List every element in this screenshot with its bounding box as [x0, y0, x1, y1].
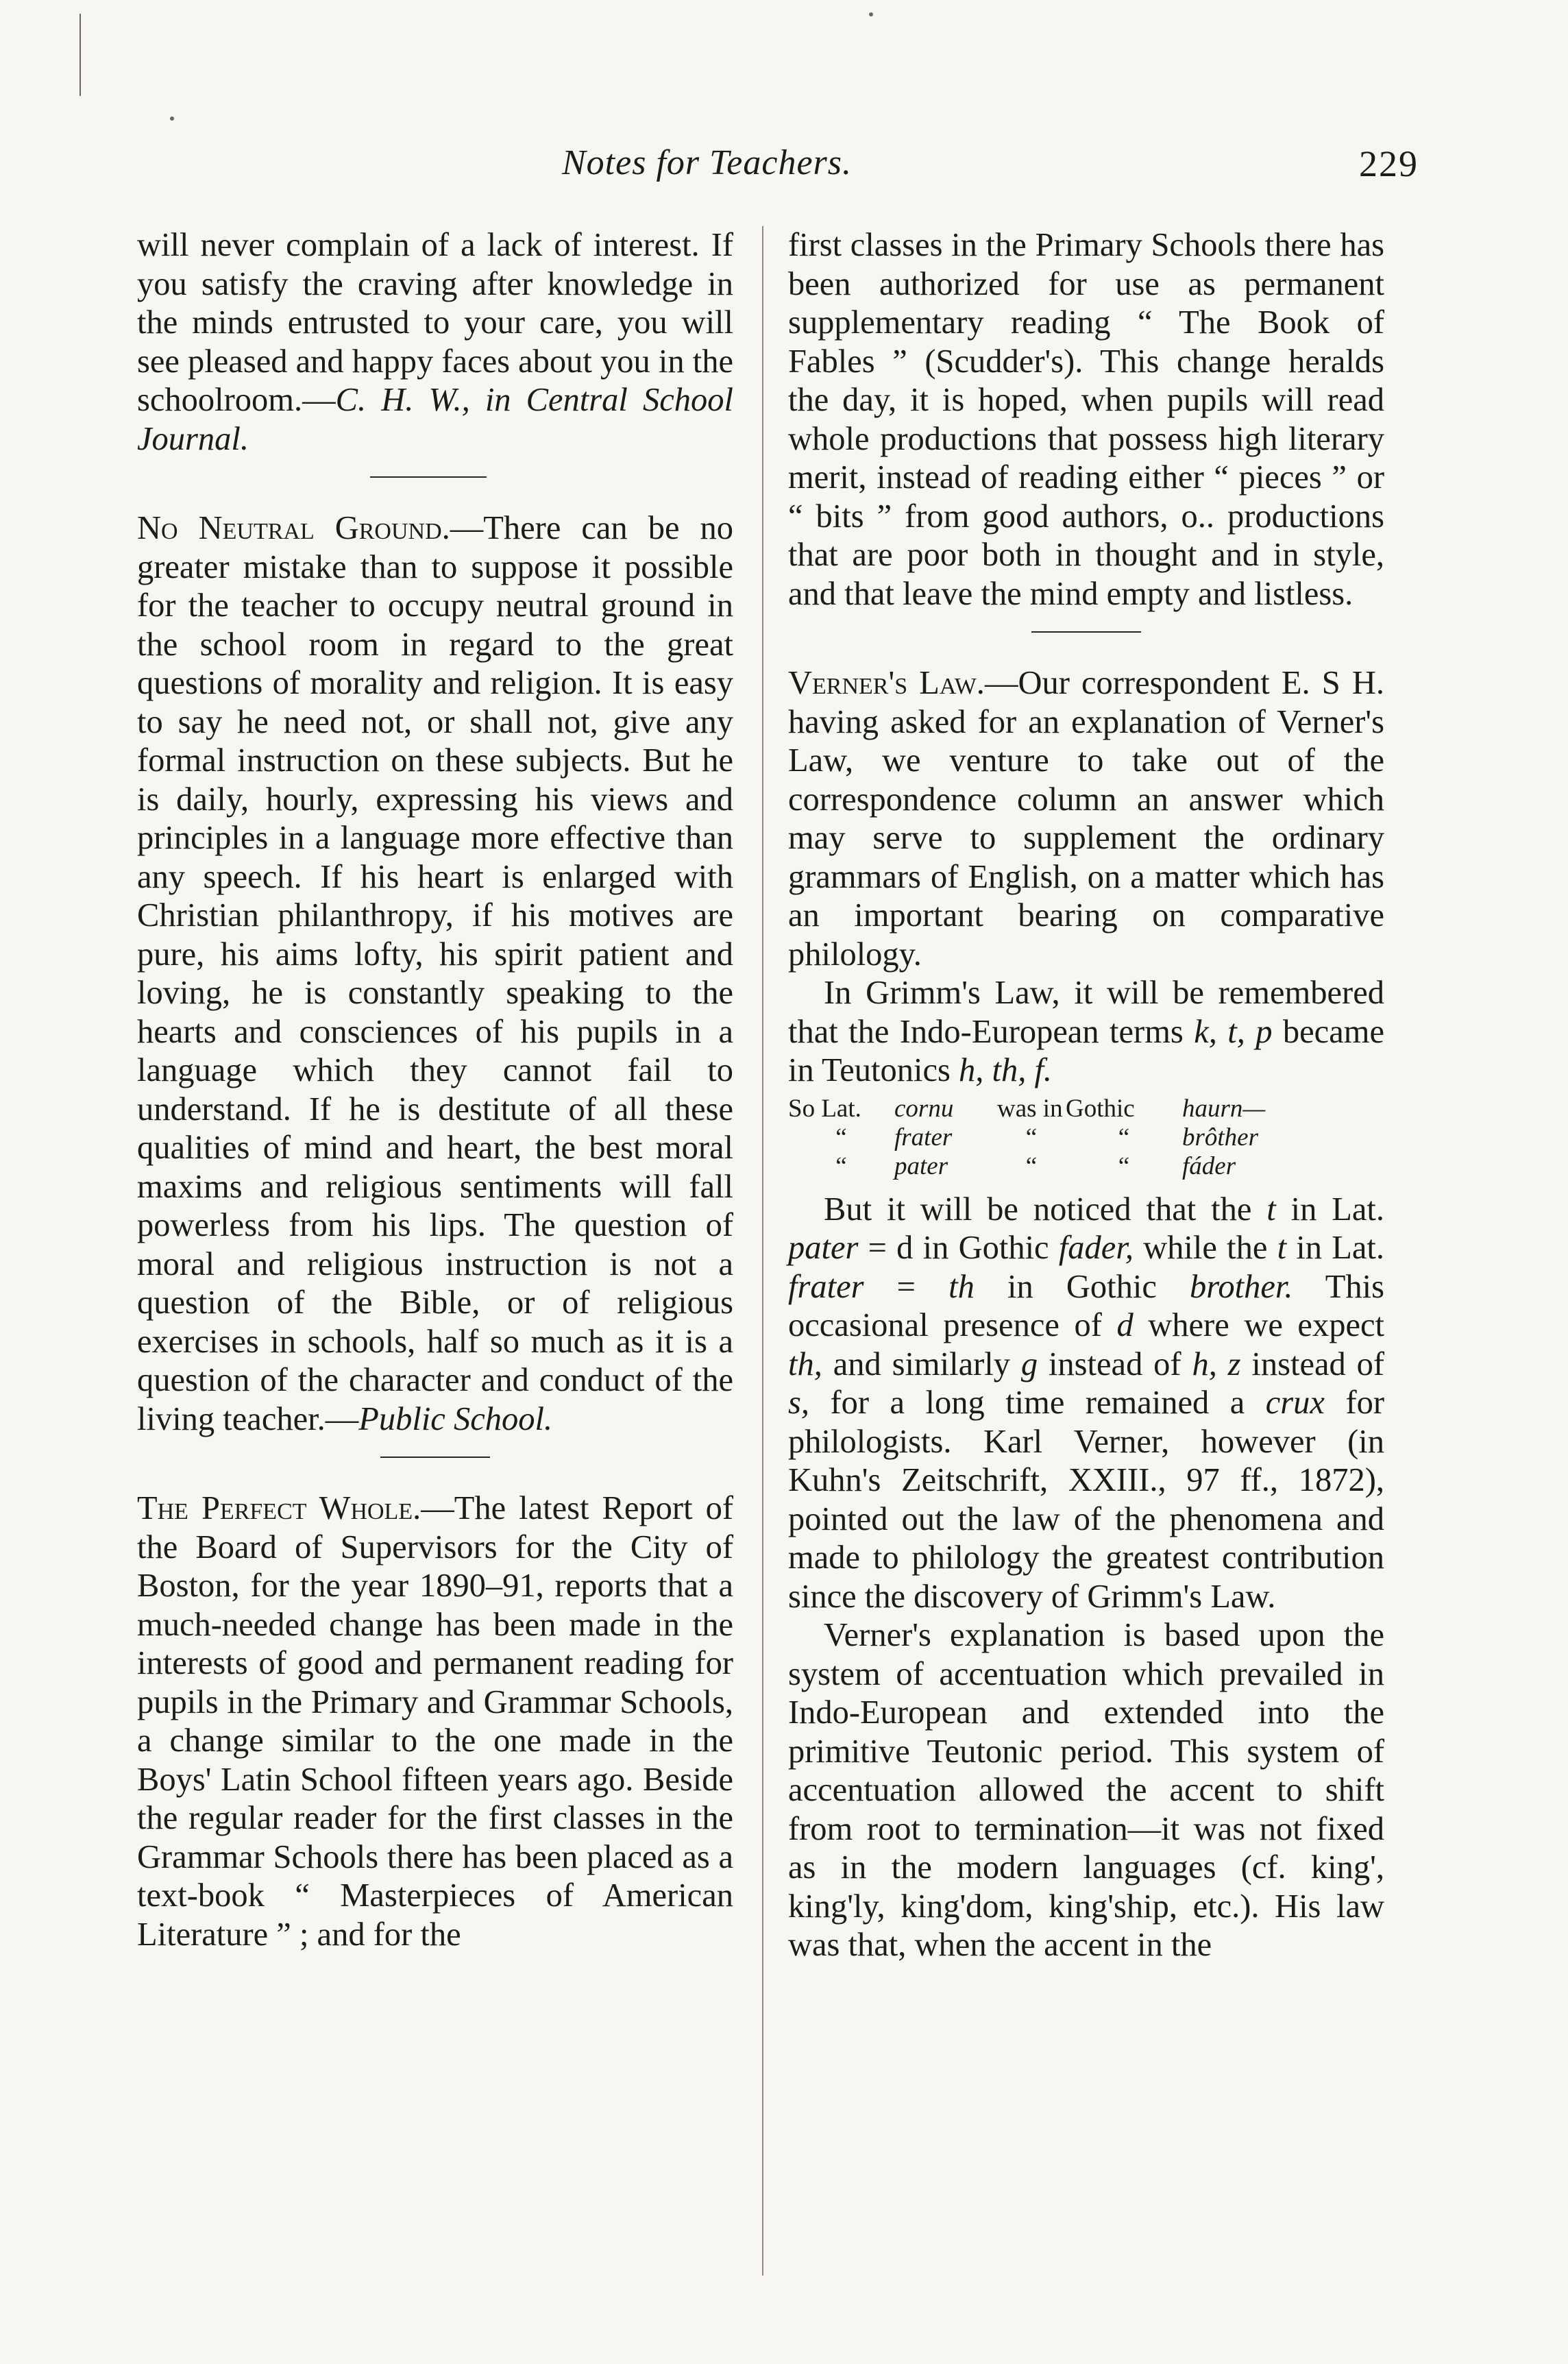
example-row: [788, 1152, 1384, 1181]
section-heading: Verner's Law.: [788, 665, 985, 701]
margin-mark: [79, 14, 81, 96]
paragraph-text: —There can be no greater mistake than to suppose it possible for the teacher to occupy neutral ground in the school room in regard to the great questions of morality and religion. It is easy to say he need not, or shall not, give any formal instruction on these subjects. But he is daily, hourly, expressing his views and principles in a language more effective than any speech. If his heart is enlarged with Christian philanthropy, if his motives are pure, his aims lofty, his spirit patient and loving, he is constantly speaking to the hearts and consciences of his pupils in a language which they cannot fail to understand. If he is destitute of all these qualities of mind and heart, the best moral maxims and religious sentiments will fall powerless from his lips. The question of moral and religious instruction is not a question of the Bible, or of religious exercises in schools, half so much as it is a question of the character and conduct of the living teacher.—: [137, 510, 733, 1437]
section-heading: The Perfect Whole.: [137, 1490, 421, 1526]
paragraph: [137, 509, 733, 1439]
paragraph: [788, 664, 1384, 974]
paragraph-text: in Lat.: [1286, 1230, 1384, 1266]
paragraph-text: This occasional presence of: [788, 1268, 1384, 1343]
paragraph-text: in Gothic: [974, 1268, 1190, 1305]
term: crux: [1265, 1385, 1325, 1421]
term: pater: [788, 1230, 859, 1266]
paragraph-text: and similarly: [822, 1345, 1021, 1382]
term: t: [1277, 1230, 1287, 1266]
term: th,: [788, 1345, 822, 1382]
paragraph-text: =: [863, 1268, 949, 1305]
term: brother.: [1190, 1268, 1293, 1305]
example-row: [788, 1095, 1384, 1123]
source-attribution: Public School.: [358, 1400, 553, 1437]
page-number: 229: [1359, 143, 1419, 184]
example-cell: fáder: [1182, 1151, 1236, 1180]
term: fader,: [1058, 1230, 1134, 1266]
section-divider: [370, 476, 487, 478]
page-header: [137, 143, 1419, 197]
column-rule: [762, 226, 763, 2276]
term: h,: [1192, 1345, 1217, 1382]
paragraph: [137, 226, 733, 459]
paragraph-text: In Grimm's Law, it will be remembered that the Indo-European terms: [788, 975, 1384, 1050]
example-cell: pater: [894, 1151, 948, 1180]
paragraph-text: became in Teutonics: [788, 1013, 1384, 1088]
right-column: [788, 226, 1384, 1965]
paragraph-text: Verner's explanation is based upon the system of accentuation which prevailed in Indo-European and extended into the primitive Teutonic period. This system of accentuation allowed the accent to shift from root to termination—it was not fixed as in the modern languages (cf. king', king'ly, king'dom, king'ship, etc.). His law was that, when the accent in the: [788, 1617, 1384, 1963]
paragraph-text: = d in Gothic: [858, 1230, 1059, 1266]
term: th: [948, 1268, 975, 1305]
example-cell: “: [1118, 1151, 1130, 1180]
paragraph-text: instead of: [1240, 1345, 1385, 1382]
example-row: [788, 1123, 1384, 1152]
example-cell: “: [835, 1151, 847, 1180]
paragraph-text: But it will be noticed that the: [824, 1191, 1267, 1228]
term: g: [1020, 1345, 1038, 1382]
example-cell: “: [1118, 1123, 1130, 1151]
paragraph: [788, 1191, 1384, 1617]
term: frater: [788, 1268, 864, 1305]
example-cell: was in: [997, 1094, 1063, 1123]
term: z: [1227, 1345, 1241, 1382]
section-divider: [380, 1457, 490, 1458]
section-heading: No Neutral Ground.: [137, 510, 450, 546]
left-column: [137, 226, 733, 1954]
example-cell: brôther: [1182, 1123, 1258, 1151]
scan-speck: [869, 12, 873, 16]
example-cell: Gothic: [1066, 1094, 1135, 1123]
term: d: [1116, 1307, 1134, 1343]
example-cell: So Lat.: [788, 1094, 861, 1123]
example-cell: “: [1025, 1123, 1038, 1151]
term: k, t, p: [1194, 1013, 1273, 1050]
scan-speck: [170, 117, 174, 121]
example-cell: cornu: [894, 1094, 954, 1123]
paragraph-text: first classes in the Primary Schools there has been authorized for use as permanent supplementary reading “ The Book of Fables ” (Scudder's). This change heralds the day, it is hoped, when pupils will read whole productions that possess high literary merit, instead of reading either “ pieces ” or “ bits ” from good authors, o.. productions that are poor both in thought and in style, and that leave the mind empty and listless.: [788, 227, 1384, 612]
paragraph: [137, 1489, 733, 1954]
section-divider: [1031, 631, 1141, 633]
paragraph-text: for philologists. Karl Verner, however (in Kuhn's Zeitschrift, XXIII., 97 ff., 1872), pointed out the law of the phenomena and made to philology the greatest contribution since the discovery of Grimm's Law.: [788, 1385, 1384, 1615]
paragraph-text: where we expect: [1133, 1307, 1384, 1343]
term: t: [1266, 1191, 1276, 1228]
running-title: Notes for Teachers.: [562, 143, 852, 182]
paragraph: [788, 974, 1384, 1090]
paragraph-text: —Our correspondent E. S H. having asked for an explanation of Verner's Law, we venture to take out of the correspondence column an answer which may serve to supplement the ordinary grammars of English, on a matter which has an important bearing on comparative philology.: [788, 665, 1385, 973]
example-cell: frater: [894, 1123, 953, 1151]
paragraph-text: while the: [1133, 1230, 1277, 1266]
paragraph-text: will never complain of a lack of interest. If you satisfy the craving after knowledge in the minds entrusted to your care, you will see pleased and happy faces about you in the schoolroom.—: [137, 227, 733, 418]
term: h, th, f.: [958, 1052, 1053, 1088]
paragraph-text: —The latest Report of the Board of Supervisors for the City of Boston, for the year 1890–91, reports that a much-needed change has been made in the interests of good and permanent reading for pupils in the Primary and Grammar Schools, a change similar to the one made in the Boys' Latin School fifteen years ago. Beside the regular reader for the first classes in the Grammar Schools there has been placed as a text-book “ Masterpieces of American Literature ” ; and for the: [137, 1490, 733, 1953]
example-cell: “: [835, 1123, 847, 1151]
paragraph-text: for a long time remained a: [809, 1385, 1266, 1421]
source-attribution: C. H. W., in Central School Journal.: [137, 382, 733, 457]
example-cell: “: [1025, 1151, 1038, 1180]
example-cell: haurn—: [1182, 1094, 1266, 1123]
paragraph-text: [1217, 1346, 1228, 1382]
paragraph: [788, 1616, 1384, 1965]
example-table: [788, 1095, 1384, 1181]
paragraph-text: instead of: [1038, 1345, 1192, 1382]
paragraph: [788, 226, 1384, 613]
term: s,: [788, 1385, 809, 1421]
paragraph-text: in Lat.: [1275, 1191, 1384, 1228]
